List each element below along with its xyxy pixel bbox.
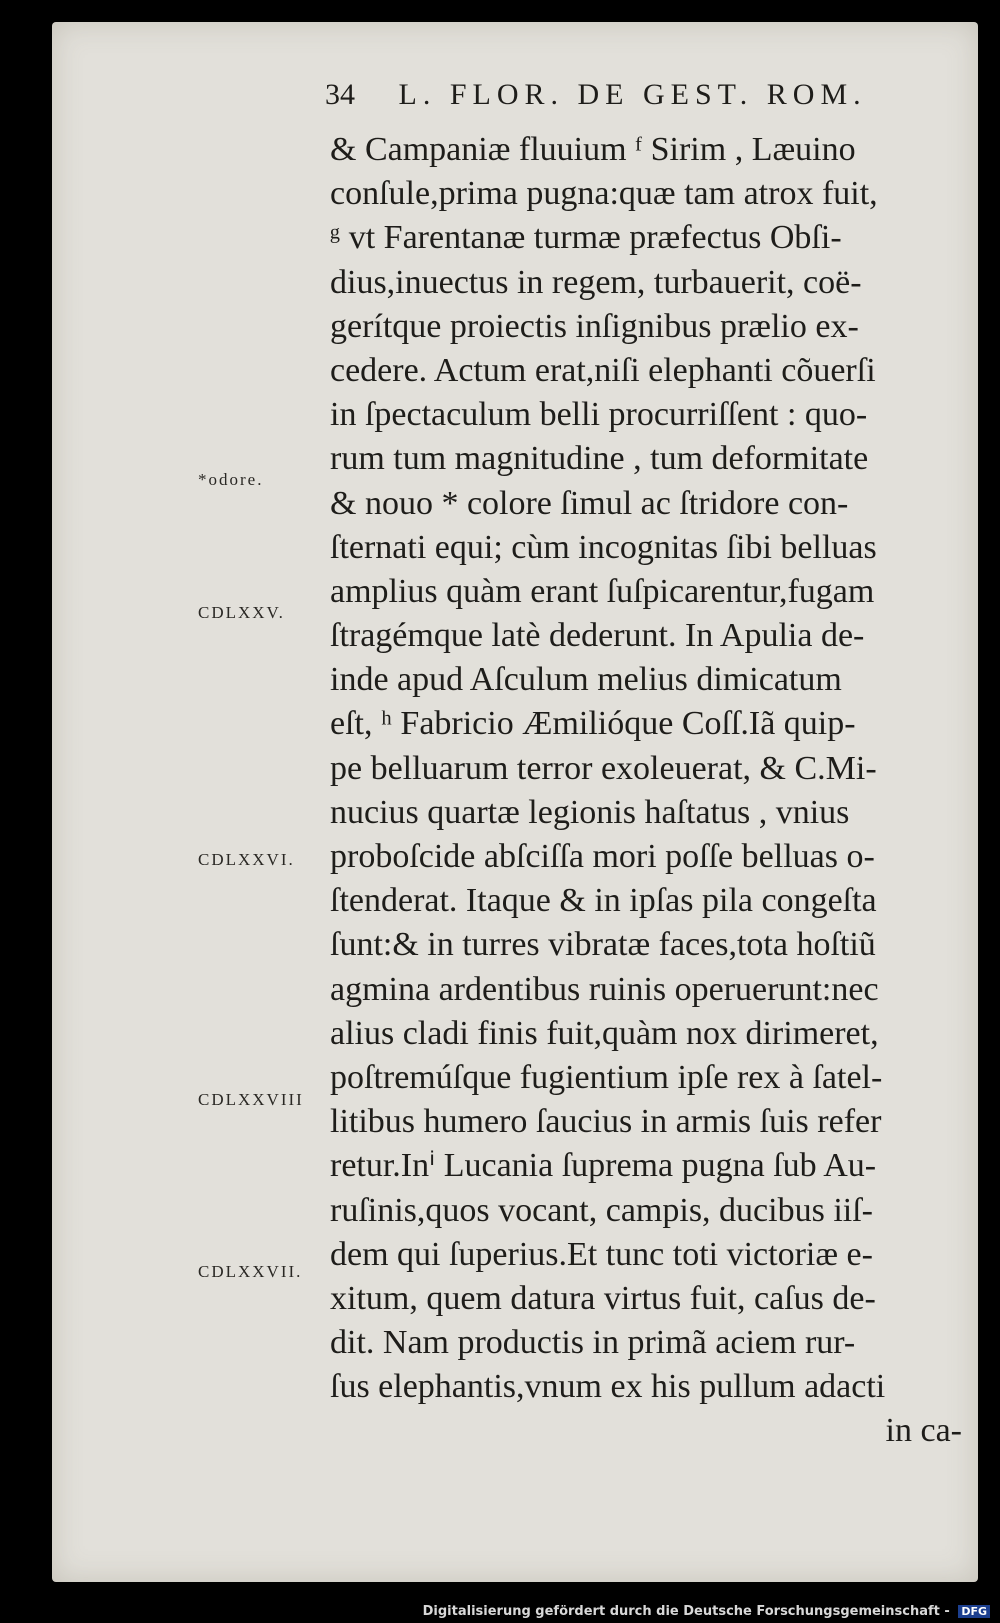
margin-note-odore: *odore. — [198, 470, 264, 489]
text-line: ſtragémque latè dederunt. In Apulia de- — [330, 617, 865, 655]
text-line: ſtenderat. Itaque & in ipſas pila congeſta — [330, 882, 877, 920]
text-line: in ſpectaculum belli procurriſſent : quo- — [330, 396, 868, 434]
credit-text: Digitalisierung gefördert durch die Deutsche Forschungsgemeinschaft - — [422, 1604, 950, 1619]
text-line: ſus elephantis,vnum ex his pullum adacti — [330, 1368, 886, 1406]
text-line: amplius quàm erant ſuſpicarentur,fugam — [330, 572, 875, 610]
catchword: in ca- — [885, 1412, 962, 1450]
text-line: alius cladi finis fuit,quàm nox dirimeret, — [330, 1014, 879, 1052]
text-line: proboſcide abſciſſa mori poſſe belluas o- — [330, 838, 875, 875]
text-line: gerítque proiectis inſignibus prælio ex- — [330, 307, 859, 345]
text-line: conſule,prima pugna:quæ tam atrox fuit, — [330, 175, 878, 213]
running-title: L. FLOR. DE GEST. ROM. — [398, 78, 867, 111]
text-line: dem qui ſuperius.Et tunc toti victoriæ e- — [330, 1235, 873, 1273]
text-line: dius,inuectus in regem, turbauerit, coë- — [330, 263, 862, 301]
text-line: litibus humero ſaucius in armis ſuis refer — [330, 1103, 882, 1141]
margin-note-cdlxxvii: CDLXXVII. — [198, 1262, 303, 1281]
text-line: ᵍ vt Farentanæ turmæ præfectus Obſi- — [330, 219, 842, 257]
text-line: eſt, ʰ Fabricio Æmilióque Coſſ.Iã quip- — [330, 705, 856, 743]
text-line: & Campaniæ fluuium ᶠ Sirim , Læuino — [330, 131, 856, 168]
margin-note-cdlxxviii: CDLXXVIII — [198, 1090, 304, 1109]
dfg-logo: DFG — [958, 1605, 990, 1618]
text-line: poſtremúſque fugientium ipſe rex à ſatel- — [330, 1058, 883, 1096]
margin-note-cdlxxv: CDLXXV. — [198, 603, 285, 622]
text-line: ſternati equi; cùm incognitas ſibi belluas — [330, 528, 877, 566]
text-line: retur.Inⁱ Lucania ſuprema pugna ſub Au- — [330, 1147, 877, 1185]
page-number: 34 — [325, 78, 355, 111]
digitization-credit — [423, 1604, 990, 1619]
margin-note-cdlxxvi: CDLXXVI. — [198, 850, 295, 869]
text-line: pe belluarum terror exoleuerat, & C.Mi- — [330, 749, 877, 787]
text-line: xitum, quem datura virtus fuit, caſus de- — [330, 1279, 876, 1317]
text-line: agmina ardentibus ruinis operuerunt:nec — [330, 970, 879, 1008]
text-line: cedere. Actum erat,niſi elephanti cõuerſi — [330, 351, 876, 389]
running-header — [325, 78, 867, 118]
text-line: ruſinis,quos vocant, campis, ducibus iiſ- — [330, 1191, 873, 1229]
text-line: rum tum magnitudine , tum deformitate — [330, 440, 869, 478]
text-line: & nouo * colore ſimul ac ſtridore con- — [330, 484, 849, 522]
text-line: dit. Nam productis in primã aciem rur- — [330, 1324, 856, 1362]
body-text — [330, 128, 970, 1454]
text-line: nucius quartæ legionis haſtatus , vnius — [330, 793, 850, 831]
text-line: inde apud Aſculum melius dimicatum — [330, 661, 842, 699]
text-line: ſunt:& in turres vibratæ faces,tota hoſtiũ — [330, 926, 876, 964]
